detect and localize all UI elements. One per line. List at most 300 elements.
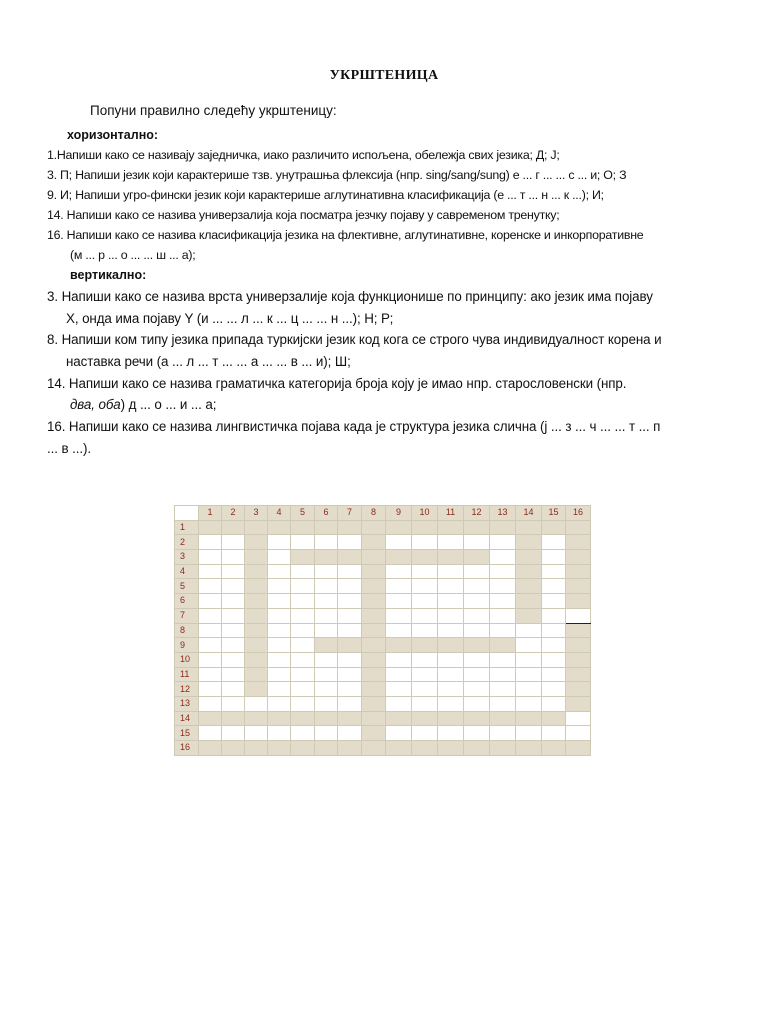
horizontal-heading: хоризонтално:: [67, 128, 159, 142]
grid-cell[interactable]: [438, 682, 464, 697]
grid-cell[interactable]: [362, 535, 386, 550]
grid-cell[interactable]: [464, 594, 490, 609]
grid-cell[interactable]: [412, 594, 438, 609]
grid-cell[interactable]: [245, 741, 268, 756]
grid-cell[interactable]: [490, 608, 516, 623]
grid-cell[interactable]: [245, 711, 268, 726]
grid-cell[interactable]: [386, 682, 412, 697]
grid-cell[interactable]: [362, 623, 386, 638]
grid-cell[interactable]: [268, 741, 291, 756]
grid-cell[interactable]: [245, 579, 268, 594]
grid-cell[interactable]: [542, 652, 566, 667]
grid-row: [175, 608, 591, 623]
grid-cell[interactable]: [566, 682, 591, 697]
grid-row: [175, 652, 591, 667]
grid-cell[interactable]: [315, 741, 338, 756]
grid-cell[interactable]: [464, 741, 490, 756]
grid-cell[interactable]: [516, 564, 542, 579]
grid-cell[interactable]: [338, 520, 362, 535]
grid-cell[interactable]: [566, 550, 591, 565]
grid-cell[interactable]: [362, 550, 386, 565]
grid-cell[interactable]: [222, 638, 245, 653]
grid-cell[interactable]: [542, 550, 566, 565]
grid-cell[interactable]: [268, 682, 291, 697]
grid-cell[interactable]: [338, 638, 362, 653]
grid-cell[interactable]: [438, 608, 464, 623]
grid-cell[interactable]: [199, 550, 222, 565]
grid-cell[interactable]: [315, 520, 338, 535]
grid-cell[interactable]: [542, 696, 566, 711]
grid-row-label: 12: [175, 682, 199, 697]
clue-h-3: 3. П; Напиши језик који карактерише тзв. унутрашња флексија (нпр. sing/sang/sung) е ... г ... ... с ... и; О; З: [47, 168, 627, 182]
grid-cell[interactable]: [542, 682, 566, 697]
grid-cell[interactable]: [386, 520, 412, 535]
grid-cell[interactable]: [566, 667, 591, 682]
clue-v-14: 14. Напиши како се назива граматичка категорија броја коју је имао нпр. старословенски (нпр.: [47, 376, 627, 391]
grid-cell[interactable]: [199, 608, 222, 623]
grid-cell[interactable]: [338, 682, 362, 697]
vertical-heading: вертикално:: [70, 268, 147, 282]
grid-cell[interactable]: [222, 550, 245, 565]
grid-row-label: 8: [175, 623, 199, 638]
grid-cell[interactable]: [268, 564, 291, 579]
grid-cell[interactable]: [438, 726, 464, 741]
grid-row: [175, 638, 591, 653]
grid-cell[interactable]: [542, 623, 566, 638]
grid-row-label: 16: [175, 741, 199, 756]
grid-cell[interactable]: [542, 711, 566, 726]
grid-column-label: 15: [542, 506, 566, 521]
grid-cell[interactable]: [199, 623, 222, 638]
grid-cell[interactable]: [268, 696, 291, 711]
grid-cell[interactable]: [490, 535, 516, 550]
grid-cell[interactable]: [516, 741, 542, 756]
grid-cell[interactable]: [464, 652, 490, 667]
grid-cell[interactable]: [338, 741, 362, 756]
grid-cell[interactable]: [199, 520, 222, 535]
grid-cell[interactable]: [315, 696, 338, 711]
grid-cell[interactable]: [245, 667, 268, 682]
grid-cell[interactable]: [199, 594, 222, 609]
grid-cell[interactable]: [245, 696, 268, 711]
grid-cell[interactable]: [199, 711, 222, 726]
grid-cell[interactable]: [464, 638, 490, 653]
grid-cell[interactable]: [362, 682, 386, 697]
grid-cell[interactable]: [412, 741, 438, 756]
grid-cell[interactable]: [362, 564, 386, 579]
grid-cell[interactable]: [222, 564, 245, 579]
grid-cell[interactable]: [438, 696, 464, 711]
grid-cell[interactable]: [268, 711, 291, 726]
grid-cell[interactable]: [386, 579, 412, 594]
grid-cell[interactable]: [566, 535, 591, 550]
grid-cell[interactable]: [490, 652, 516, 667]
grid-cell[interactable]: [464, 550, 490, 565]
grid-row: [175, 594, 591, 609]
grid-cell[interactable]: [245, 594, 268, 609]
grid-cell[interactable]: [386, 652, 412, 667]
grid-cell[interactable]: [245, 550, 268, 565]
page-title: УКРШТЕНИЦА: [329, 68, 439, 83]
grid-row: [175, 741, 591, 756]
grid-cell[interactable]: [566, 579, 591, 594]
grid-cell[interactable]: [386, 741, 412, 756]
grid-cell[interactable]: [222, 594, 245, 609]
grid-cell[interactable]: [438, 520, 464, 535]
grid-row-label: 3: [175, 550, 199, 565]
grid-column-label: 14: [516, 506, 542, 521]
grid-cell[interactable]: [245, 652, 268, 667]
grid-cell[interactable]: [338, 608, 362, 623]
grid-cell[interactable]: [268, 638, 291, 653]
grid-cell[interactable]: [338, 594, 362, 609]
grid-cell[interactable]: [291, 594, 315, 609]
grid-cell[interactable]: [362, 579, 386, 594]
grid-cell[interactable]: [490, 682, 516, 697]
grid-cell[interactable]: [338, 711, 362, 726]
grid-cell[interactable]: [412, 726, 438, 741]
grid-cell[interactable]: [291, 550, 315, 565]
grid-cell[interactable]: [386, 638, 412, 653]
grid-cell[interactable]: [268, 579, 291, 594]
grid-cell[interactable]: [315, 608, 338, 623]
grid-cell[interactable]: [412, 579, 438, 594]
grid-cell[interactable]: [386, 608, 412, 623]
grid-cell[interactable]: [490, 520, 516, 535]
grid-cell[interactable]: [268, 520, 291, 535]
grid-row-label: 14: [175, 711, 199, 726]
grid-cell[interactable]: [222, 667, 245, 682]
grid-cell[interactable]: [199, 535, 222, 550]
grid-cell[interactable]: [199, 667, 222, 682]
grid-cell[interactable]: [386, 726, 412, 741]
grid-row-label: 7: [175, 608, 199, 623]
grid-cell[interactable]: [516, 682, 542, 697]
grid-cell[interactable]: [566, 726, 591, 741]
grid-cell[interactable]: [362, 711, 386, 726]
grid-cell[interactable]: [362, 594, 386, 609]
grid-cell[interactable]: [412, 623, 438, 638]
grid-cell[interactable]: [542, 594, 566, 609]
grid-column-label: 11: [438, 506, 464, 521]
grid-cell[interactable]: [315, 726, 338, 741]
grid-cell[interactable]: [516, 608, 542, 623]
grid-cell[interactable]: [516, 638, 542, 653]
grid-cell[interactable]: [222, 696, 245, 711]
grid-cell[interactable]: [315, 564, 338, 579]
grid-cell[interactable]: [199, 652, 222, 667]
grid-cell[interactable]: [490, 711, 516, 726]
grid-cell[interactable]: [291, 682, 315, 697]
grid-column-label: 8: [362, 506, 386, 521]
grid-cell[interactable]: [291, 579, 315, 594]
grid-cell[interactable]: [291, 696, 315, 711]
grid-cell[interactable]: [438, 564, 464, 579]
grid-cell[interactable]: [245, 564, 268, 579]
grid-cell[interactable]: [464, 726, 490, 741]
grid-cell[interactable]: [315, 682, 338, 697]
grid-cell[interactable]: [222, 535, 245, 550]
grid-cell[interactable]: [516, 520, 542, 535]
grid-cell[interactable]: [464, 579, 490, 594]
grid-cell[interactable]: [386, 696, 412, 711]
grid-cell[interactable]: [315, 535, 338, 550]
grid-cell[interactable]: [438, 667, 464, 682]
grid-cell[interactable]: [268, 594, 291, 609]
grid-cell[interactable]: [199, 696, 222, 711]
grid-cell[interactable]: [268, 535, 291, 550]
grid-cell[interactable]: [566, 638, 591, 653]
grid-cell[interactable]: [291, 623, 315, 638]
grid-cell[interactable]: [438, 550, 464, 565]
grid-cell[interactable]: [362, 652, 386, 667]
grid-cell[interactable]: [245, 682, 268, 697]
grid-cell[interactable]: [542, 520, 566, 535]
grid-cell[interactable]: [315, 594, 338, 609]
crossword-table: [174, 505, 591, 756]
grid-cell[interactable]: [542, 741, 566, 756]
grid-cell[interactable]: [542, 579, 566, 594]
grid-cell[interactable]: [464, 520, 490, 535]
grid-row: [175, 520, 591, 535]
clue-h-14: 14. Напиши како се назива универзалија која посматра језчку појаву у савременом тренутку;: [47, 208, 560, 222]
grid-row: [175, 682, 591, 697]
grid-cell[interactable]: [464, 696, 490, 711]
grid-cell[interactable]: [490, 594, 516, 609]
grid-row-label: 9: [175, 638, 199, 653]
grid-cell[interactable]: [412, 711, 438, 726]
grid-cell[interactable]: [542, 535, 566, 550]
grid-cell[interactable]: [412, 550, 438, 565]
grid-row-label: 4: [175, 564, 199, 579]
grid-cell[interactable]: [542, 564, 566, 579]
grid-cell[interactable]: [291, 652, 315, 667]
grid-cell[interactable]: [222, 623, 245, 638]
grid-cell[interactable]: [291, 667, 315, 682]
grid-cell[interactable]: [516, 667, 542, 682]
grid-cell[interactable]: [386, 564, 412, 579]
grid-cell[interactable]: [566, 652, 591, 667]
grid-cell[interactable]: [315, 667, 338, 682]
grid-cell[interactable]: [464, 711, 490, 726]
grid-cell[interactable]: [516, 696, 542, 711]
grid-cell[interactable]: [315, 652, 338, 667]
grid-cell[interactable]: [438, 535, 464, 550]
grid-cell[interactable]: [490, 579, 516, 594]
grid-cell[interactable]: [338, 535, 362, 550]
grid-cell[interactable]: [338, 579, 362, 594]
grid-cell[interactable]: [268, 550, 291, 565]
grid-row-label: 10: [175, 652, 199, 667]
grid-cell[interactable]: [362, 741, 386, 756]
grid-cell[interactable]: [438, 652, 464, 667]
grid-cell[interactable]: [464, 608, 490, 623]
clue-h-9: 9. И; Напиши угро-фински језик који карактерише аглутинативна класификација (е ... т ... н ... к ...); И;: [47, 188, 604, 202]
grid-cell[interactable]: [438, 579, 464, 594]
grid-cell[interactable]: [245, 520, 268, 535]
grid-cell[interactable]: [315, 623, 338, 638]
grid-cell[interactable]: [291, 741, 315, 756]
grid-cell[interactable]: [315, 638, 338, 653]
grid-row-label: 1: [175, 520, 199, 535]
grid-cell[interactable]: [438, 741, 464, 756]
grid-header-row: [175, 506, 591, 521]
grid-cell[interactable]: [566, 741, 591, 756]
grid-cell[interactable]: [362, 696, 386, 711]
grid-cell[interactable]: [338, 564, 362, 579]
grid-cell[interactable]: [516, 652, 542, 667]
grid-cell[interactable]: [338, 652, 362, 667]
grid-cell[interactable]: [438, 711, 464, 726]
grid-cell[interactable]: [516, 535, 542, 550]
grid-cell[interactable]: [464, 623, 490, 638]
grid-cell[interactable]: [490, 550, 516, 565]
grid-cell[interactable]: [566, 608, 591, 623]
grid-cell[interactable]: [386, 594, 412, 609]
grid-cell[interactable]: [566, 564, 591, 579]
grid-cell[interactable]: [362, 726, 386, 741]
grid-cell[interactable]: [386, 535, 412, 550]
grid-cell[interactable]: [412, 608, 438, 623]
grid-cell[interactable]: [566, 711, 591, 726]
grid-cell[interactable]: [291, 726, 315, 741]
grid-cell[interactable]: [566, 594, 591, 609]
grid-cell[interactable]: [338, 726, 362, 741]
grid-cell[interactable]: [268, 623, 291, 638]
grid-cell[interactable]: [386, 550, 412, 565]
grid-cell[interactable]: [222, 579, 245, 594]
grid-cell[interactable]: [245, 726, 268, 741]
grid-corner: [175, 506, 199, 521]
grid-cell[interactable]: [338, 623, 362, 638]
grid-cell[interactable]: [199, 564, 222, 579]
grid-cell[interactable]: [362, 638, 386, 653]
grid-column-label: 9: [386, 506, 412, 521]
grid-column-label: 10: [412, 506, 438, 521]
grid-cell[interactable]: [542, 667, 566, 682]
grid-cell[interactable]: [490, 638, 516, 653]
grid-cell[interactable]: [362, 608, 386, 623]
grid-cell[interactable]: [516, 579, 542, 594]
grid-cell[interactable]: [199, 579, 222, 594]
grid-cell[interactable]: [222, 711, 245, 726]
grid-cell[interactable]: [222, 682, 245, 697]
grid-cell[interactable]: [268, 726, 291, 741]
grid-cell[interactable]: [222, 741, 245, 756]
grid-cell[interactable]: [386, 667, 412, 682]
grid-cell[interactable]: [412, 520, 438, 535]
grid-cell[interactable]: [412, 652, 438, 667]
grid-cell[interactable]: [490, 726, 516, 741]
grid-cell[interactable]: [245, 608, 268, 623]
grid-cell[interactable]: [566, 696, 591, 711]
grid-cell[interactable]: [245, 638, 268, 653]
grid-cell[interactable]: [464, 667, 490, 682]
grid-cell[interactable]: [464, 535, 490, 550]
grid-cell[interactable]: [291, 520, 315, 535]
grid-cell[interactable]: [516, 623, 542, 638]
grid-cell[interactable]: [412, 667, 438, 682]
grid-row-label: 13: [175, 696, 199, 711]
grid-cell[interactable]: [245, 623, 268, 638]
grid-cell[interactable]: [338, 550, 362, 565]
grid-column-label: 3: [245, 506, 268, 521]
clue-v-8-cont: наставка речи (а ... л ... т ... ... а ... ... в ... и); Ш;: [66, 354, 351, 369]
grid-cell[interactable]: [199, 726, 222, 741]
grid-cell[interactable]: [222, 608, 245, 623]
grid-cell[interactable]: [386, 623, 412, 638]
grid-cell[interactable]: [516, 594, 542, 609]
grid-cell[interactable]: [222, 726, 245, 741]
grid-row: [175, 535, 591, 550]
grid-cell[interactable]: [490, 741, 516, 756]
grid-cell[interactable]: [222, 652, 245, 667]
grid-cell[interactable]: [315, 579, 338, 594]
grid-cell[interactable]: [438, 623, 464, 638]
grid-cell[interactable]: [566, 520, 591, 535]
grid-cell[interactable]: [516, 550, 542, 565]
grid-cell[interactable]: [490, 696, 516, 711]
grid-cell[interactable]: [412, 564, 438, 579]
grid-cell[interactable]: [222, 520, 245, 535]
grid-cell[interactable]: [291, 564, 315, 579]
intro-text: Попуни правилно следећу укрштеницу:: [90, 103, 337, 118]
grid-cell[interactable]: [362, 520, 386, 535]
grid-cell[interactable]: [268, 667, 291, 682]
grid-row: [175, 667, 591, 682]
grid-cell[interactable]: [291, 608, 315, 623]
grid-cell[interactable]: [338, 667, 362, 682]
grid-cell[interactable]: [516, 711, 542, 726]
grid-cell[interactable]: [315, 711, 338, 726]
grid-cell[interactable]: [412, 535, 438, 550]
grid-cell[interactable]: [438, 638, 464, 653]
grid-cell[interactable]: [268, 608, 291, 623]
grid-cell[interactable]: [362, 667, 386, 682]
grid-cell[interactable]: [291, 638, 315, 653]
grid-cell[interactable]: [268, 652, 291, 667]
clue-v-16: 16. Напиши како се назива лингвистичка појава када је структура језика слична (ј ... з ... ч ... ... т ... п: [47, 419, 661, 434]
grid-cell[interactable]: [542, 608, 566, 623]
grid-cell[interactable]: [291, 535, 315, 550]
grid-cell[interactable]: [516, 726, 542, 741]
grid-cell[interactable]: [412, 696, 438, 711]
grid-cell[interactable]: [291, 711, 315, 726]
grid-cell[interactable]: [412, 638, 438, 653]
clue-h-16-cont: (м ... р ... о ... ... ш ... а);: [70, 248, 196, 262]
grid-cell[interactable]: [464, 682, 490, 697]
grid-cell[interactable]: [386, 711, 412, 726]
grid-column-label: 13: [490, 506, 516, 521]
grid-row-label: 5: [175, 579, 199, 594]
grid-cell[interactable]: [412, 682, 438, 697]
grid-cell[interactable]: [438, 594, 464, 609]
grid-cell[interactable]: [490, 623, 516, 638]
grid-cell[interactable]: [542, 638, 566, 653]
grid-cell[interactable]: [315, 550, 338, 565]
grid-cell[interactable]: [245, 535, 268, 550]
grid-cell[interactable]: [542, 726, 566, 741]
grid-cell[interactable]: [199, 741, 222, 756]
grid-cell[interactable]: [490, 564, 516, 579]
grid-cell[interactable]: [199, 682, 222, 697]
grid-cell[interactable]: [338, 696, 362, 711]
grid-cell[interactable]: [566, 623, 591, 638]
grid-column-label: 2: [222, 506, 245, 521]
grid-cell[interactable]: [464, 564, 490, 579]
grid-cell[interactable]: [490, 667, 516, 682]
grid-cell[interactable]: [199, 638, 222, 653]
